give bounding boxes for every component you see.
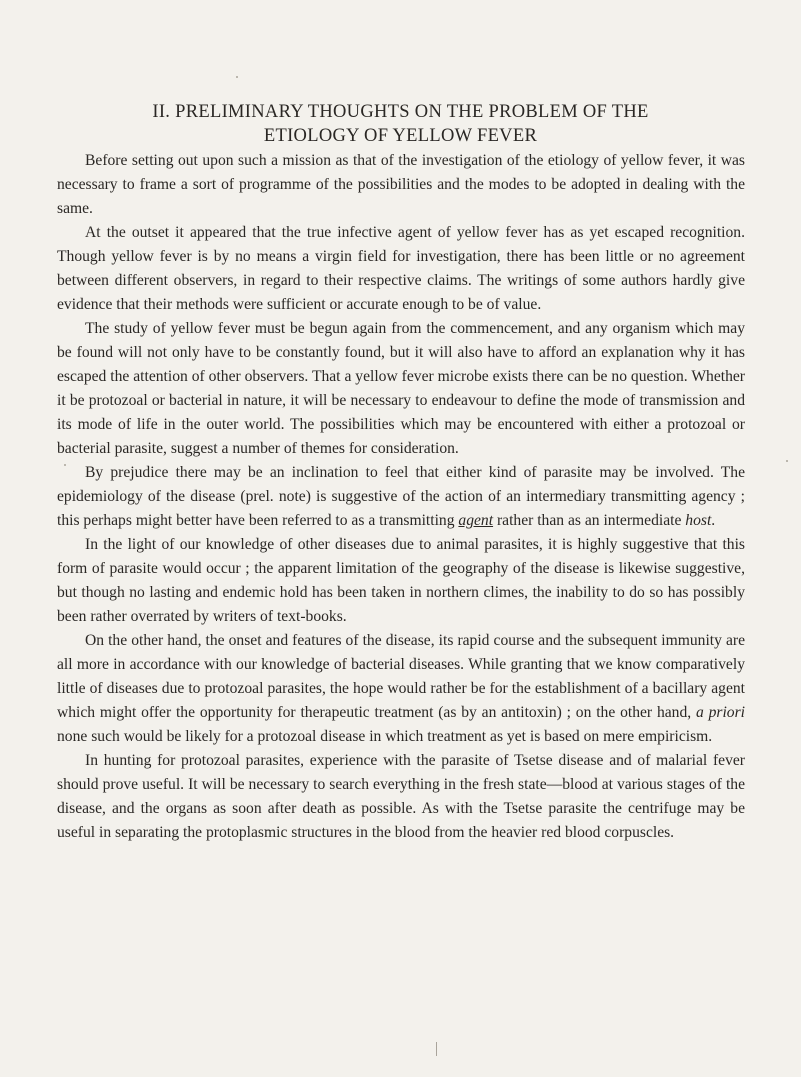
chapter-heading-line-1: II. PRELIMINARY THOUGHTS ON THE PROBLEM OF THE — [152, 102, 649, 122]
paragraph-6-text-end: none such would be likely for a protozoal disease in which treatment as yet is based on mere empiricism. — [57, 728, 713, 745]
paragraph-1: Before setting out upon such a mission as that of the investigation of the etiology of yellow fever, it was necessary to frame a sort of programme of the possibilities and the modes to be adopted in dealing with the same. — [57, 152, 745, 217]
paragraph-4 — [57, 461, 745, 533]
paragraph-6-text: On the other hand, the onset and features of the disease, its rapid course and the subsequent immunity are all more in accordance with our knowledge of bacterial diseases. While granting that we know comparatively little of diseases due to protozoal parasites, the hope would rather be for the establishment of a bacillary agent which might offer the opportunity for therapeutic treatment (as by an antitoxin) ; on the other hand, — [57, 632, 745, 721]
italic-agent: agent — [458, 512, 494, 529]
italic-a-priori: a priori — [695, 704, 745, 721]
paragraph-7: In hunting for protozoal parasites, experience with the parasite of Tsetse disease and of malarial fever should prove useful. It will be necessary to search everything in the fresh state—blood at various stages of the disease, and the organs as soon after death as possible. As with the Tsetse parasite the centrifuge may be useful in separating the protoplasmic structures in the blood from the heavier red blood corpuscles. — [57, 752, 745, 841]
paragraph-4-text: By prejudice there may be an inclination to feel that either kind of parasite may be involved. The epidemiology of the disease (prel. note) is suggestive of the action of an intermediary transmitting agency ; this perhaps might better have been referred to as a transmitting — [57, 464, 745, 529]
paragraph-3: The study of yellow fever must be begun again from the commencement, and any organism which may be found will not only have to be constantly found, but it will also have to afford an explanation why it has escaped the attention of other observers. That a yellow fever microbe exists there can be no question. Whether it be protozoal or bacterial in nature, it will be necessary to endeavour to define the mode of transmission and its mode of life in the outer world. The possibilities which may be encountered with either a protozoal or bacterial parasite, suggest a number of themes for consideration. — [57, 320, 745, 457]
paragraph-5: In the light of our knowledge of other diseases due to animal parasites, it is highly suggestive that this form of parasite would occur ; the apparent limitation of the geography of the disease is likewise suggestive, but though no lasting and endemic hold has been taken in northern climes, the inability to do so has possibly been rather overrated by writers of text-books. — [57, 536, 745, 625]
page-speck — [236, 76, 238, 78]
paragraph-4-text-middle: rather than as an intermediate — [493, 512, 686, 529]
page-speck — [436, 1042, 437, 1056]
body-text — [57, 149, 745, 845]
italic-host: host — [685, 512, 712, 529]
paragraph-4-text-end: . — [711, 512, 716, 529]
page-speck — [786, 460, 788, 462]
paragraph-6 — [57, 629, 745, 749]
chapter-heading-line-2: ETIOLOGY OF YELLOW FEVER — [263, 126, 538, 146]
paragraph-2: At the outset it appeared that the true infective agent of yellow fever has as yet escaped recognition. Though yellow fever is by no means a virgin field for investigation, there has been little or no agreement between different observers, in regard to their respective claims. The writings of some authors hardly give evidence that their methods were sufficient or accurate enough to be of value. — [57, 224, 745, 313]
